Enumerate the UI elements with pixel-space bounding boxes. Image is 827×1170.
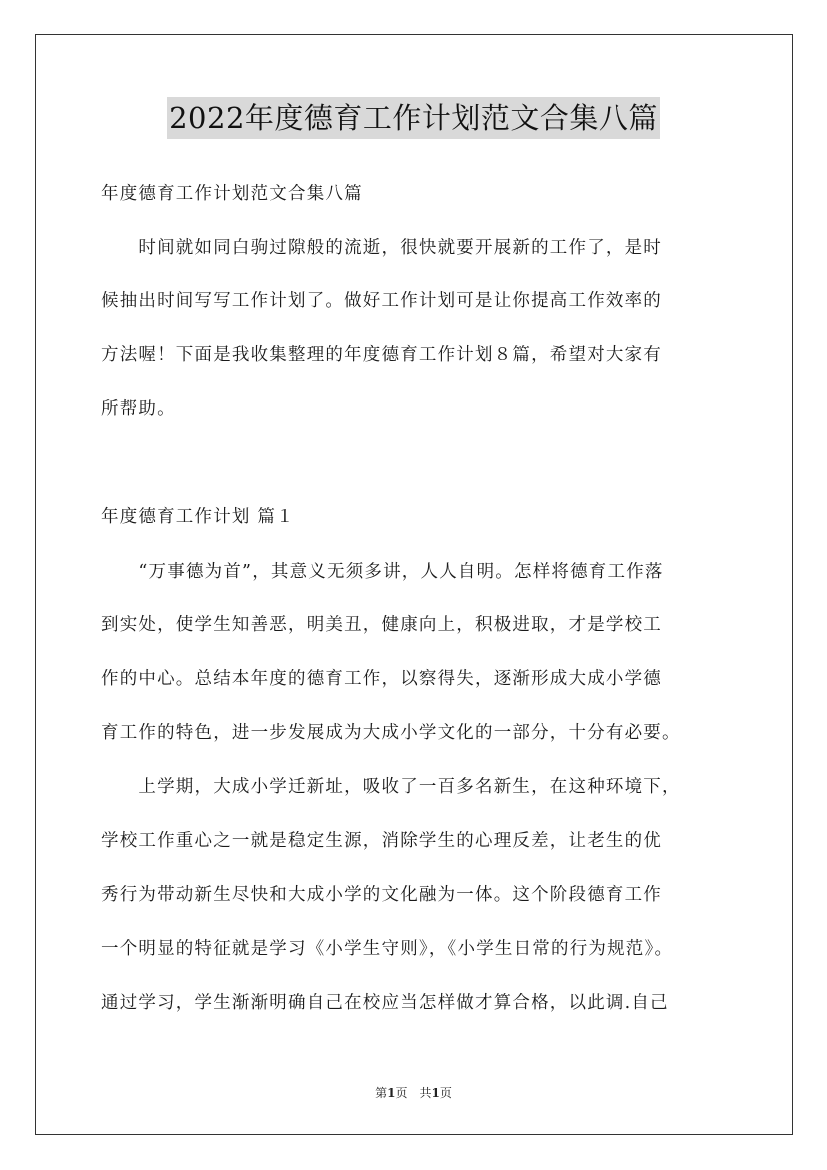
intro-line: 候抽出时间写写工作计划了。做好工作计划可是让你提高工作效率的 [101,291,662,311]
body-line: “万事德为首”，其意义无须多讲，人人自明。怎样将德育工作落 [101,562,664,582]
section-heading: 年度德育工作计划 篇１ [101,507,295,527]
body-line: 上学期，大成小学迁新址，吸收了一百多名新生，在这种环境下， [101,777,681,797]
intro-line: 方法喔！下面是我收集整理的年度德育工作计划８篇，希望对大家有 [101,345,662,365]
footer-page-number: 1 [387,1086,396,1100]
subtitle-line: 年度德育工作计划范文合集八篇 [101,184,363,204]
body-line: 通过学习，学生渐渐明确自己在校应当怎样做才算合格，以此调.自己 [101,993,669,1013]
footer-page-suffix: 页 [439,1086,452,1100]
body-line: 到实处，使学生知善恶，明美丑，健康向上，积极进取，才是学校工 [101,615,662,635]
footer-page-prefix: 第 [375,1086,388,1100]
body-line: 一个明显的特征就是学习《小学生守则》，《小学生日常的行为规范》。 [101,939,674,959]
footer-page-mid: 页 共 [395,1086,432,1100]
document-title: 2022年度德育工作计划范文合集八篇 [167,97,660,139]
body-line: 作的中心。总结本年度的德育工作，以察得失，逐渐形成大成小学德 [101,669,662,689]
intro-line: 所帮助。 [101,399,176,419]
title-container [0,97,827,139]
body-line: 育工作的特色，进一步发展成为大成小学文化的一部分，十分有必要。 [101,723,681,743]
intro-line: 时间就如同白驹过隙般的流逝，很快就要开展新的工作了，是时 [101,238,662,258]
body-line: 秀行为带动新生尽快和大成小学的文化融为一体。这个阶段德育工作 [101,885,662,905]
page-footer [0,1084,827,1101]
body-line: 学校工作重心之一就是稳定生源，消除学生的心理反差，让老生的优 [101,831,662,851]
footer-page-total: 1 [431,1086,440,1100]
